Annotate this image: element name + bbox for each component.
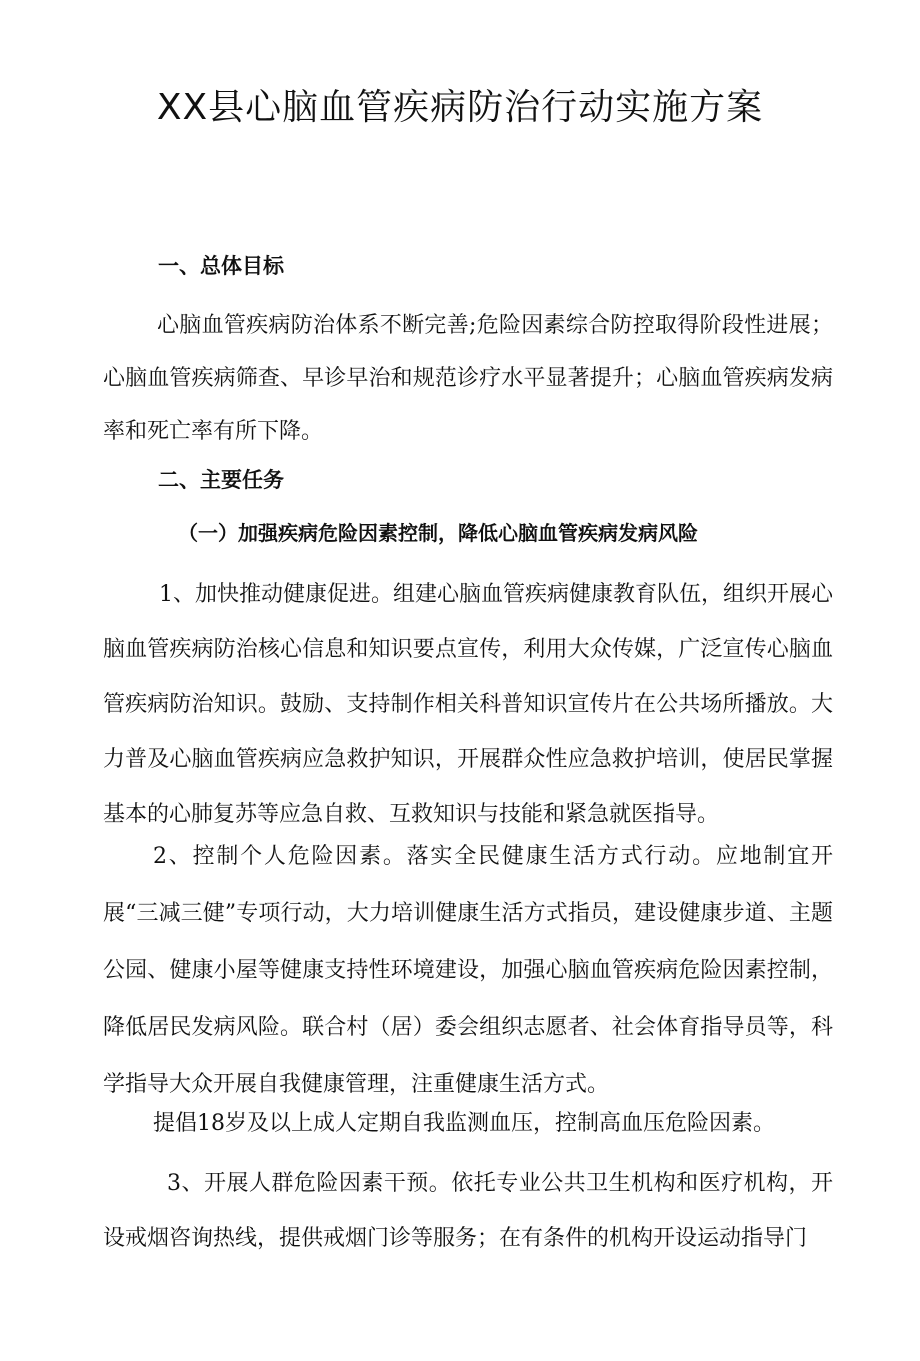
paragraph-task-2: 2、控制个人危险因素。落实全民健康生活方式行动。应地制宜开展“三减三健”专项行动，大力培训健康生活方式指员，建设健康步道、主题公园、健康小屋等健康支持性环境建设，加强心脑血管疾病危险因素控制，降低居民发病风险。联合村（居）委会组织志愿者、社会体育指导员等，科学指导大众开展自我健康管理，注重健康生活方式。 [103,844,833,1097]
paragraph-task-3: 3、开展人群危险因素干预。依托专业公共卫生机构和医疗机构，开设戒烟咨询热线，提供戒烟门诊等服务；在有条件的机构开设运动指导门 [103,1171,833,1251]
section-heading-tasks: 二、主要任务 [158,468,284,492]
paragraph-task-1: 1、加快推动健康促进。组建心脑血管疾病健康教育队伍，组织开展心脑血管疾病防治核心信息和知识要点宣传，利用大众传媒，广泛宣传心脑血管疾病防治知识。鼓励、支持制作相关科普知识宣传片在公共场所播放。大力普及心脑血管疾病应急救护知识，开展群众性应急救护培训，使居民掌握基本的心肺复苏等应急自救、互救知识与技能和紧急就医指导。 [103,582,833,827]
document-title: XX县心脑血管疾病防治行动实施方案 [156,87,764,128]
paragraph-goals: 心脑血管疾病防治体系不断完善;危险因素综合防控取得阶段性进展；心脑血管疾病筛查、早诊早治和规范诊疗水平显著提升；心脑血管疾病发病率和死亡率有所下降。 [103,313,833,444]
paragraph-task-2-continued: 提倡18岁及以上成人定期自我监测血压，控制高血压危险因素。 [153,1111,775,1136]
subsection-heading-risk-control: （一）加强疾病危险因素控制，降低心脑血管疾病发病风险 [178,521,698,545]
section-heading-goals: 一、总体目标 [158,254,284,278]
